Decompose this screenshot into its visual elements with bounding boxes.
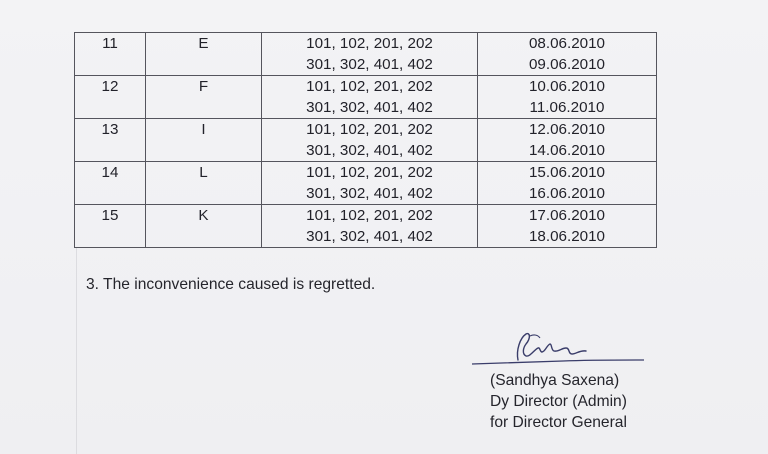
page-margin-line: [76, 248, 77, 454]
block-cell: [146, 33, 262, 76]
table-row: [75, 76, 657, 119]
date-value: 18.06.2010: [528, 228, 605, 245]
room-numbers-line: 101, 102, 201, 202: [306, 35, 433, 52]
date-value: 15.06.2010: [528, 164, 605, 181]
schedule-table-body: [75, 33, 657, 248]
date-value: 16.06.2010: [528, 185, 605, 202]
dates-cell: [478, 33, 657, 76]
rooms-cell: [262, 205, 478, 248]
block-cell: [146, 162, 262, 205]
date-value: 08.06.2010: [528, 35, 605, 52]
handwritten-signature: [468, 330, 648, 370]
signatory-designation: Dy Director (Admin): [490, 393, 627, 410]
room-numbers-line: 101, 102, 201, 202: [306, 78, 433, 95]
signatory-name: (Sandhya Saxena): [490, 372, 620, 389]
block-letter: F: [198, 78, 209, 95]
serial-number: 12: [101, 78, 119, 95]
serial-number: 15: [101, 207, 119, 224]
block-letter: I: [201, 121, 206, 138]
room-numbers-line: 301, 302, 401, 402: [306, 142, 433, 159]
signatory-on-behalf: for Director General: [490, 414, 627, 431]
serial-number: 11: [102, 35, 118, 52]
block-cell: [146, 205, 262, 248]
date-value: 17.06.2010: [528, 207, 605, 224]
table-row: [75, 33, 657, 76]
block-letter: E: [198, 35, 209, 52]
table-row: [75, 119, 657, 162]
room-numbers-line: 101, 102, 201, 202: [306, 207, 433, 224]
rooms-cell: [262, 162, 478, 205]
room-numbers-line: 101, 102, 201, 202: [306, 121, 433, 138]
serial-number: 14: [101, 164, 119, 181]
dates-cell: [478, 162, 657, 205]
date-value: 14.06.2010: [528, 142, 605, 159]
room-numbers-line: 101, 102, 201, 202: [306, 164, 433, 181]
block-letter: K: [198, 207, 209, 224]
date-value: 12.06.2010: [528, 121, 605, 138]
dates-cell: [478, 205, 657, 248]
rooms-cell: [262, 119, 478, 162]
serial-number-cell: [75, 33, 146, 76]
date-value: 10.06.2010: [528, 78, 605, 95]
schedule-table: [74, 32, 657, 248]
serial-number-cell: [75, 119, 146, 162]
serial-number-cell: [75, 205, 146, 248]
date-value: 09.06.2010: [528, 56, 605, 73]
serial-number-cell: [75, 162, 146, 205]
rooms-cell: [262, 33, 478, 76]
dates-cell: [478, 76, 657, 119]
block-cell: [146, 76, 262, 119]
room-numbers-line: 301, 302, 401, 402: [306, 228, 433, 245]
room-numbers-line: 301, 302, 401, 402: [306, 56, 433, 73]
schedule-table-container: [74, 32, 657, 248]
table-row: [75, 205, 657, 248]
serial-number: 13: [101, 121, 119, 138]
note-paragraph: 3. The inconvenience caused is regretted.: [86, 276, 376, 293]
rooms-cell: [262, 76, 478, 119]
serial-number-cell: [75, 76, 146, 119]
room-numbers-line: 301, 302, 401, 402: [306, 99, 433, 116]
date-value: 11.06.2010: [529, 99, 605, 116]
signature-block: [490, 370, 627, 433]
table-row: [75, 162, 657, 205]
block-letter: L: [199, 164, 208, 181]
block-cell: [146, 119, 262, 162]
room-numbers-line: 301, 302, 401, 402: [306, 185, 433, 202]
dates-cell: [478, 119, 657, 162]
